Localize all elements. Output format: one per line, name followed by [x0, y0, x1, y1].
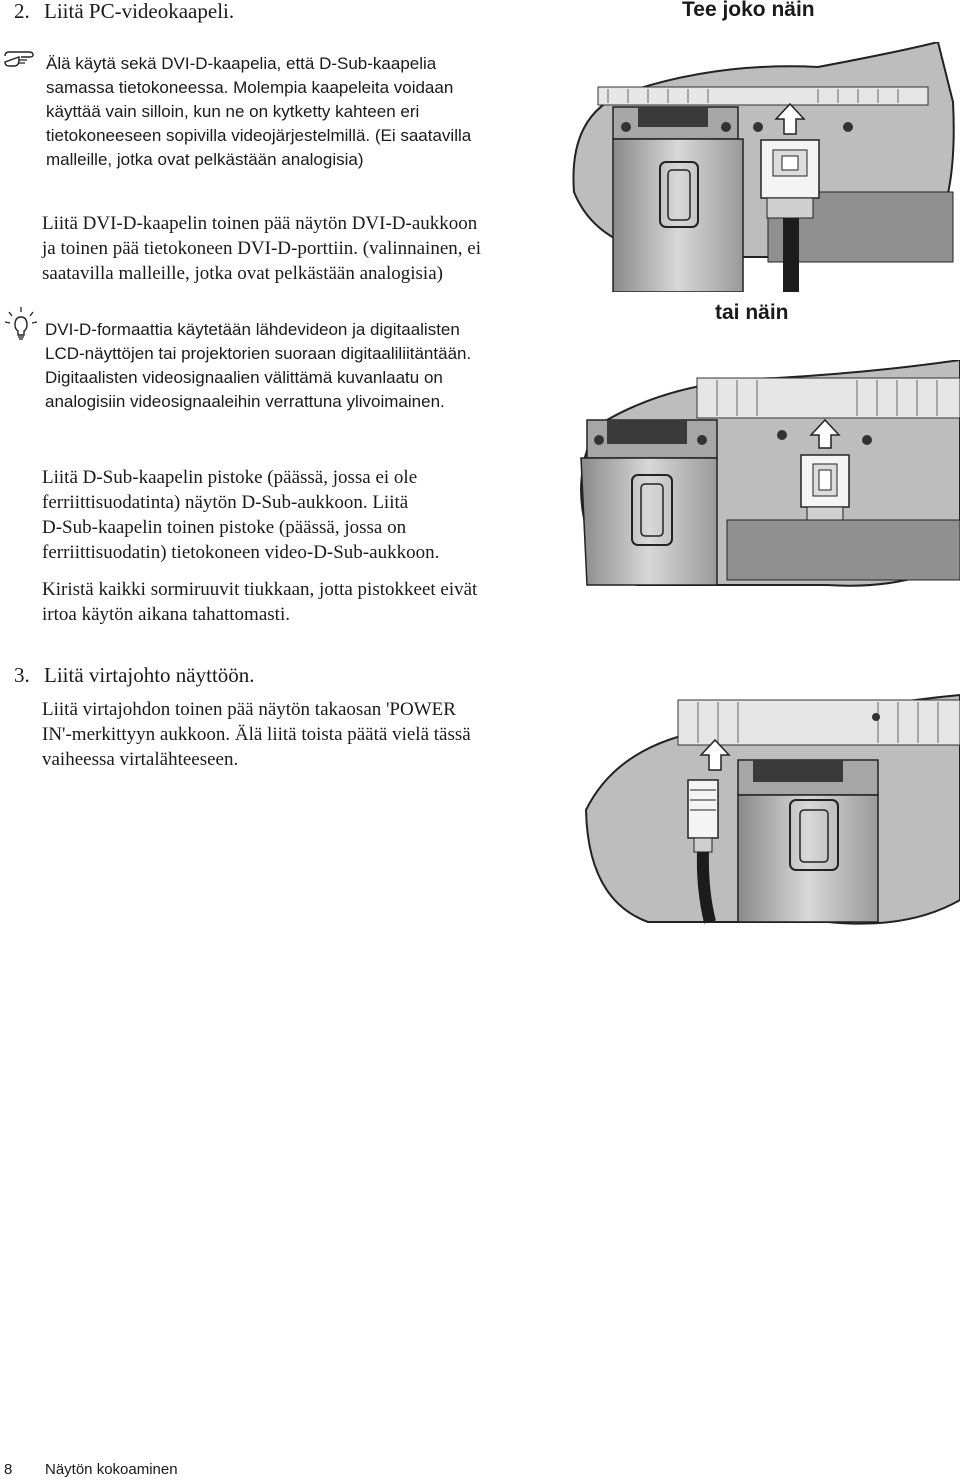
paragraph-line: Liitä virtajohdon toinen pää näytön takaosan 'POWER — [42, 699, 456, 720]
note-line: tietokoneeseen sopivilla videojärjestelmillä. (Ei saatavilla — [46, 126, 472, 145]
footer-section-title: Näytön kokoaminen — [45, 1461, 178, 1478]
step-3-heading — [14, 663, 255, 687]
paragraph-line: Liitä D-Sub-kaapelin pistoke (päässä, jossa ei ole — [42, 467, 418, 488]
note-line: samassa tietokoneessa. Molempia kaapeleita voidaan — [46, 78, 454, 97]
screws-paragraph — [42, 577, 572, 627]
step-title: Liitä PC-videokaapeli. — [44, 0, 235, 23]
figure-label-middle: tai näin — [715, 301, 789, 324]
note-block — [46, 52, 566, 172]
dvi-paragraph — [42, 211, 562, 286]
step-number: 2. — [14, 0, 30, 23]
step-2-heading — [14, 0, 234, 23]
dvi-connection-illustration — [568, 42, 960, 292]
paragraph-line: ja toinen pää tietokoneen DVI-D-porttiin. (valinnainen, ei — [42, 238, 481, 259]
tip-block — [45, 318, 575, 414]
tip-line: LCD-näyttöjen tai projektorien suoraan digitaaliliitäntään. — [45, 344, 472, 363]
tip-line: Digitaalisten videosignaalien välittämä kuvanlaatu on — [45, 368, 443, 387]
paragraph-line: Liitä DVI-D-kaapelin toinen pää näytön DVI-D-aukkoon — [42, 213, 478, 234]
step-title: Liitä virtajohto näyttöön. — [44, 663, 255, 687]
power-cable-illustration — [578, 690, 960, 940]
paragraph-line: irtoa käytön aikana tahattomasti. — [42, 604, 290, 625]
power-paragraph — [42, 697, 572, 772]
dsub-connection-illustration — [577, 360, 960, 600]
step-number: 3. — [14, 663, 30, 687]
paragraph-line: saatavilla malleille, jotka ovat pelkästään analogisia) — [42, 263, 443, 284]
paragraph-line: ferriittisuodatinta) näytön D-Sub-aukkoon. Liitä — [42, 492, 409, 513]
note-line: Älä käytä sekä DVI-D-kaapelia, että D-Sub-kaapelia — [46, 54, 437, 73]
tip-line: analogisiin videosignaaleihin verrattuna ylivoimainen. — [45, 392, 445, 411]
lightbulb-icon — [3, 306, 39, 342]
dsub-paragraph — [42, 465, 572, 565]
paragraph-line: Kiristä kaikki sormiruuvit tiukkaan, jotta pistokkeet eivät — [42, 579, 478, 600]
paragraph-line: vaiheessa virtalähteeseen. — [42, 749, 239, 770]
paragraph-line: IN'-merkittyyn aukkoon. Älä liitä toista päätä vielä tässä — [42, 724, 471, 745]
footer-page-number: 8 — [4, 1461, 13, 1478]
note-line: malleille, jotka ovat pelkästään analogisia) — [46, 150, 364, 169]
note-line: käyttää vain silloin, kun ne on kytketty kahteen eri — [46, 102, 420, 121]
paragraph-line: ferriittisuodatin) tietokoneen video-D-Sub-aukkoon. — [42, 542, 440, 563]
figure-label-top: Tee joko näin — [682, 0, 815, 21]
tip-line: DVI-D-formaattia käytetään lähdevideon ja digitaalisten — [45, 320, 460, 339]
paragraph-line: D-Sub-kaapelin toinen pistoke (päässä, jossa on — [42, 517, 407, 538]
pointing-hand-icon — [3, 48, 39, 70]
